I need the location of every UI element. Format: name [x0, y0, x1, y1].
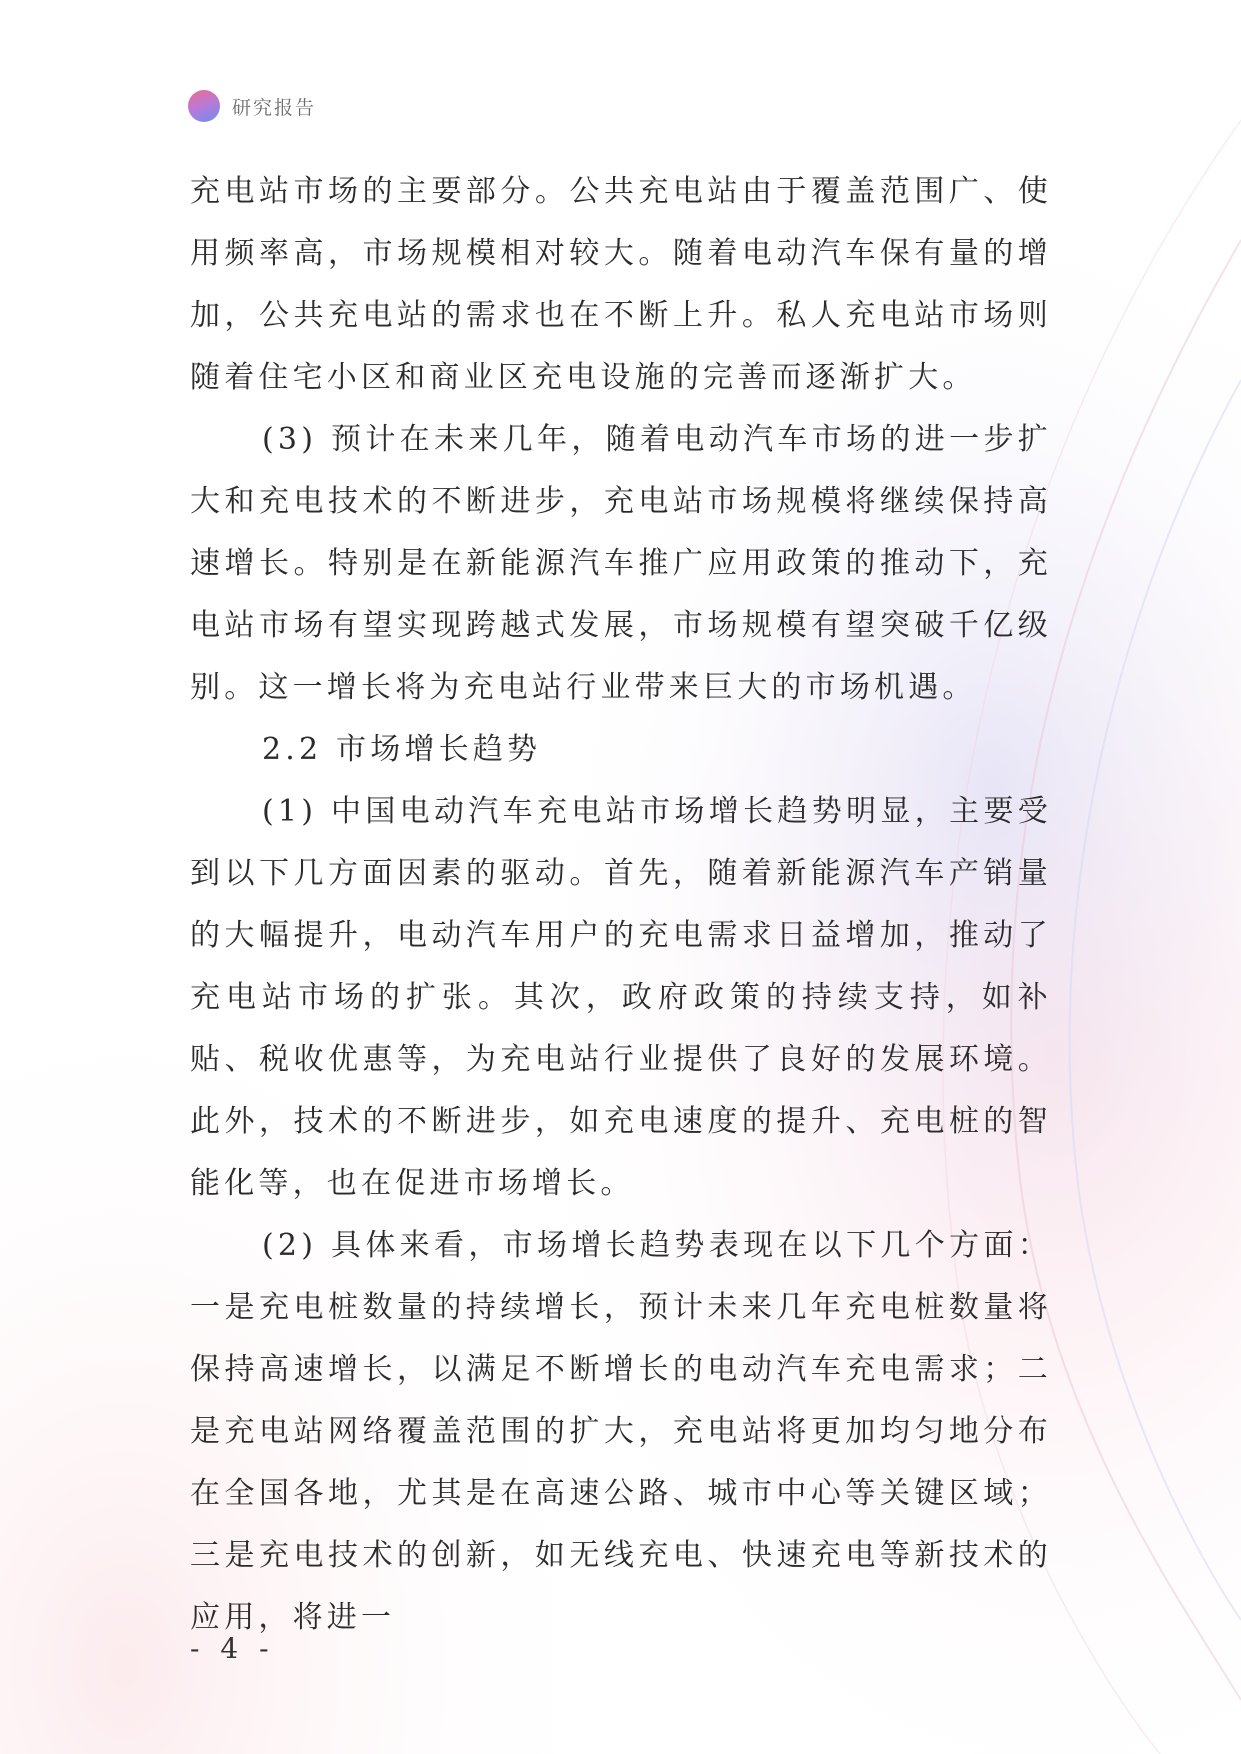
page-number: - 4 -	[190, 1632, 275, 1665]
paragraph-continued: 充电站市场的主要部分。公共充电站由于覆盖范围广、使用频率高，市场规模相对较大。随着电动汽车保有量的增加，公共充电站的需求也在不断上升。私人充电站市场则随着住宅小区和商业区充电设施的完善而逐渐扩大。	[190, 174, 1052, 395]
header-title: 研究报告	[232, 96, 317, 119]
paragraph-2: (2) 具体来看，市场增长趋势表现在以下几个方面：一是充电桩数量的持续增长，预计未来几年充电桩数量将保持高速增长，以满足不断增长的电动汽车充电需求；二是充电站网络覆盖范围的扩大，充电站将更加均匀地分布在全国各地，尤其是在高速公路、城市中心等关键区域；三是充电技术的创新，如无线充电、快速充电等新技术的应用，将进一	[190, 1228, 1052, 1635]
document-body	[190, 161, 1052, 1649]
paragraph-3: (3) 预计在未来几年，随着电动汽车市场的进一步扩大和充电技术的不断进步，充电站市场规模将继续保持高速增长。特别是在新能源汽车推广应用政策的推动下，充电站市场有望实现跨越式发展，市场规模有望突破千亿级别。这一增长将为充电站行业带来巨大的市场机遇。	[190, 422, 1052, 705]
page-header	[188, 88, 316, 124]
paragraph-1: (1) 中国电动汽车充电站市场增长趋势明显，主要受到以下几方面因素的驱动。首先，随着新能源汽车产销量的大幅提升，电动汽车用户的充电需求日益增加，推动了充电站市场的扩张。其次，政府政策的持续支持，如补贴、税收优惠等，为充电站行业提供了良好的发展环境。此外，技术的不断进步，如充电速度的提升、充电桩的智能化等，也在促进市场增长。	[190, 794, 1052, 1201]
report-logo-icon	[188, 90, 220, 122]
section-heading: 2.2 市场增长趋势	[262, 732, 542, 767]
